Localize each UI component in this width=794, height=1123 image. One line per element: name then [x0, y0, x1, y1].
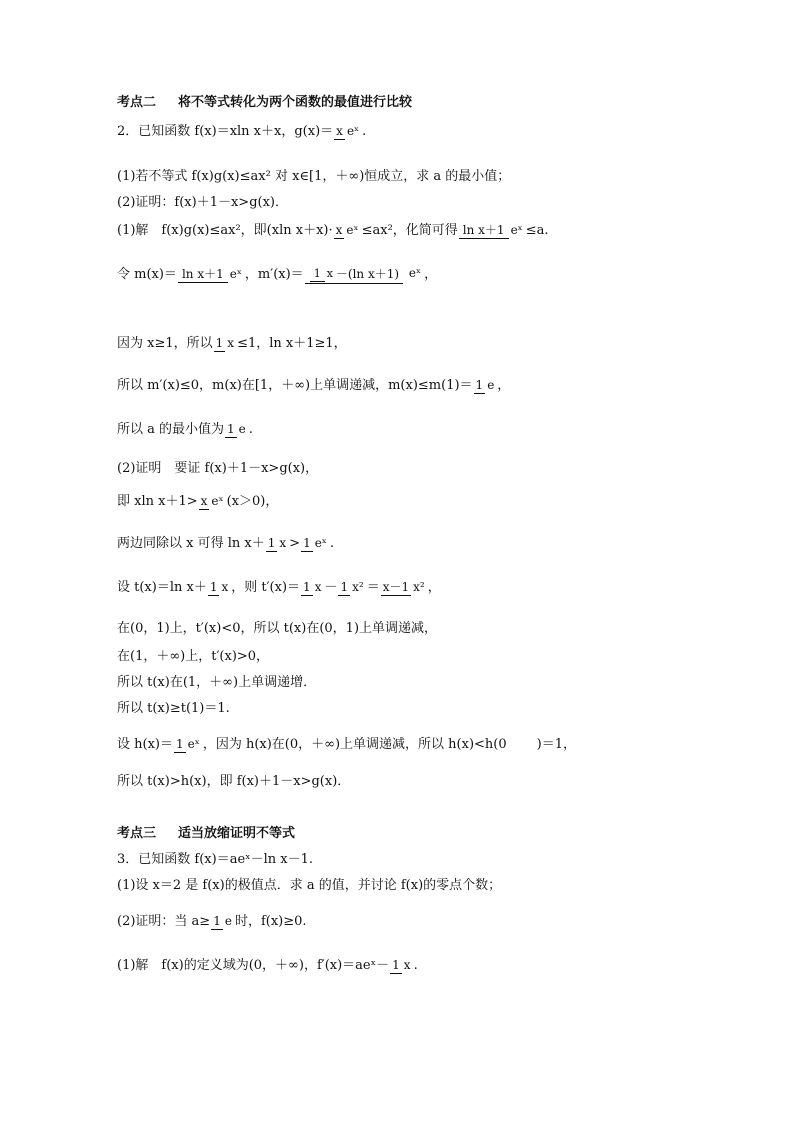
- fraction: 1 eˣ: [303, 536, 327, 550]
- solution-line-13: 所以 t(x)≥t(1)＝1.: [117, 701, 230, 716]
- section-title: 适当放缩证明不等式: [178, 826, 296, 841]
- fraction: 1 x: [303, 580, 322, 594]
- solution-line-5: 所以 a 的最小值为 1 e .: [117, 422, 253, 438]
- solution-line-1: (1)解 f(x)g(x)≤ax²，即(xln x＋x)· x eˣ ≤ax²，化简可得 ln x＋1 eˣ ≤a.: [117, 223, 549, 239]
- solution-line-8: 两边同除以 x 可得 ln x＋ 1 x > 1 eˣ .: [117, 536, 335, 552]
- question-2-stem: 2．已知函数 f(x)＝xln x＋x，g(x)＝ x eˣ .: [117, 124, 367, 140]
- fraction: x－1 x²: [382, 580, 425, 594]
- section-label: 考点三: [117, 826, 157, 841]
- fraction: x eˣ: [335, 223, 359, 237]
- question-3-part1: (1)设 x＝2 是 f(x)的极值点．求 a 的值，并讨论 f(x)的零点个数；: [117, 878, 502, 893]
- question-2-part1: (1)若不等式 f(x)g(x)≤ax² 对 x∈[1，＋∞)恒成立，求 a 的最小值；: [117, 169, 511, 184]
- fraction: 1 e: [475, 378, 495, 392]
- fraction: x eˣ: [200, 494, 224, 508]
- fraction: ln x＋1 eˣ: [178, 267, 244, 283]
- fraction: 1 e: [227, 422, 246, 436]
- fraction: 1 eˣ: [175, 737, 200, 751]
- fraction: x eˣ: [336, 124, 360, 138]
- solution-line-15: 所以 t(x)>h(x)，即 f(x)＋1－x>g(x)．: [117, 774, 351, 789]
- section-label: 考点二: [117, 95, 157, 110]
- solution-line-9: 设 t(x)＝ln x＋ 1 x ，则 t′(x)＝ 1 x － 1 x² ＝ x－1 x² ，: [117, 580, 441, 596]
- section-heading-2: [117, 96, 412, 109]
- solution-line-4: 所以 m′(x)≤0，m(x)在[1，＋∞)上单调递减，m(x)≤m(1)＝ 1 e ，: [117, 378, 511, 394]
- solution-line-6: (2)证明 要证 f(x)＋1－x>g(x)，: [117, 461, 319, 476]
- fraction: 1 x: [267, 536, 287, 550]
- fraction: ln x＋1 eˣ: [459, 223, 525, 239]
- solution-line-12: 所以 t(x)在(1，＋∞)上单调递增．: [117, 675, 317, 690]
- fraction: 1 x: [209, 580, 229, 594]
- question-3-stem: 3．已知函数 f(x)＝aeˣ－ln x－1.: [117, 852, 314, 867]
- question-3-solution-1: (1)解 f(x)的定义域为(0，＋∞)，f′(x)＝aeˣ－ 1 x .: [117, 958, 418, 974]
- question-3-part2: (2)证明：当 a≥ 1 e 时，f(x)≥0.: [117, 914, 307, 930]
- fraction: 1 x: [215, 336, 235, 350]
- solution-line-7: 即 xln x＋1> x eˣ (x＞0)，: [117, 494, 279, 510]
- fraction: 1 x²: [340, 580, 364, 594]
- question-2-part2: (2)证明：f(x)＋1－x>g(x)．: [117, 195, 288, 210]
- fraction: 1 x: [392, 958, 411, 972]
- solution-line-10: 在(0，1)上，t′(x)<0，所以 t(x)在(0，1)上单调递减，: [117, 621, 438, 636]
- compound-fraction: 1 x －(ln x＋1) eˣ: [305, 266, 423, 284]
- solution-line-2: 令 m(x)＝ ln x＋1 eˣ ，m′(x)＝ 1 x －(ln x＋1) eˣ ，: [117, 266, 438, 283]
- section-title: 将不等式转化为两个函数的最值进行比较: [178, 95, 413, 110]
- section-heading-3: [117, 827, 295, 840]
- fraction: 1 e: [213, 914, 232, 928]
- solution-line-14: 设 h(x)＝ 1 eˣ ，因为 h(x)在(0，＋∞)上单调递减，所以 h(x)<h(0 )＝1，: [117, 737, 576, 753]
- solution-line-3: 因为 x≥1，所以 1 x ≤1，ln x＋1≥1，: [117, 336, 347, 352]
- solution-line-11: 在(1，＋∞)上，t′(x)>0，: [117, 649, 270, 664]
